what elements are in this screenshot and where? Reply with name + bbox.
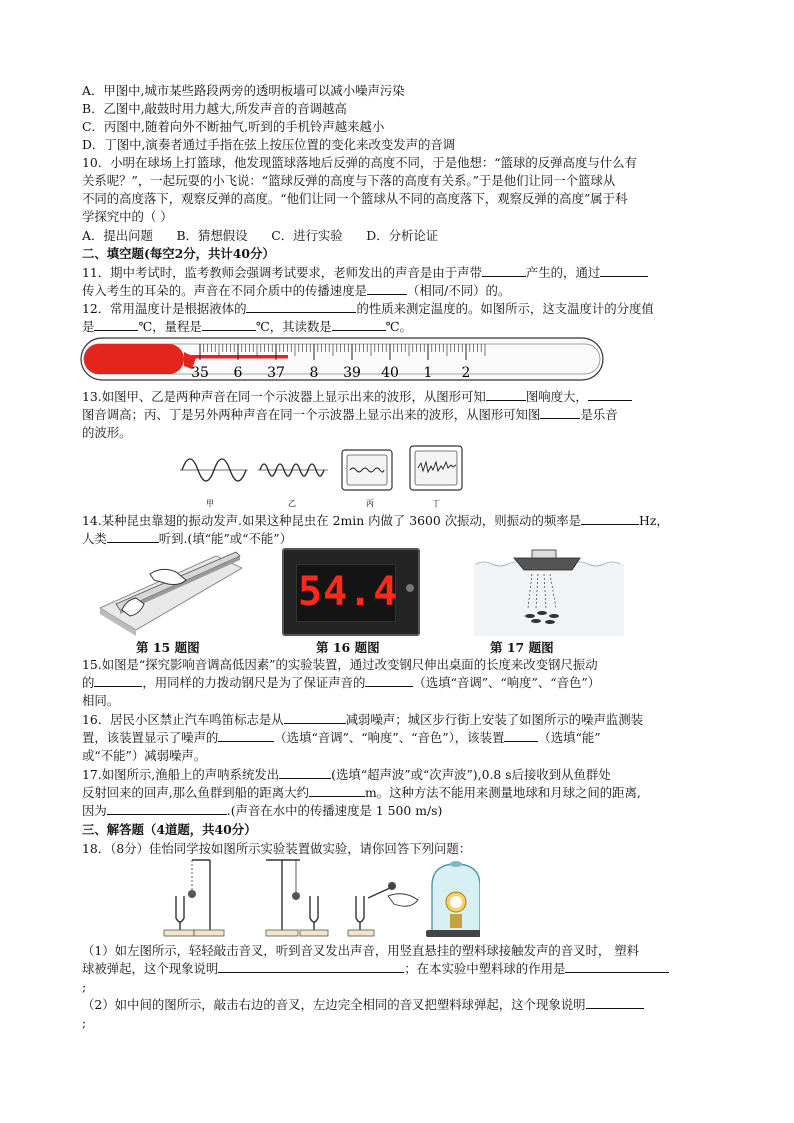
q16-text-c: 置，该装置显示了噪声的 [82, 730, 219, 745]
thermometer-figure [80, 336, 605, 384]
q18-semicolon-2: ; [82, 1015, 87, 1030]
q11-line2 [82, 282, 510, 299]
hand-holding-mallet [388, 894, 418, 907]
q13-text-d: 是乐音 [580, 407, 618, 422]
q14-text-d: 听到.(填“能”或“不能”） [158, 531, 293, 546]
q14-text-a: 14.某种昆虫靠翅的振动发声.如果这种昆虫在 2min 内做了 3600 次振动，则振动的频率是 [82, 513, 582, 528]
thermometer-tick-label: 1 [423, 365, 433, 381]
q12-line1 [82, 300, 654, 317]
q10-line3: 不同的高度落下，观察反弹的高度。“他们让同一个篮球从不同的高度落下，观察反弹的高度”属于科 [82, 191, 628, 206]
q12-blank-3 [202, 318, 256, 331]
q12-blank-1 [246, 300, 356, 313]
q18-p2-line1 [82, 996, 644, 1013]
q11-blank-1 [482, 264, 526, 277]
q14-text-c: 人类 [82, 531, 107, 546]
q18-p1-line1: （1）如左图所示，轻轻敲击音叉，听到音叉发出声音，用竖直悬挂的塑料球接触发声的音叉时， 塑料 [82, 943, 640, 958]
q10-line4: 学探究中的（ ） [82, 209, 173, 224]
q12-line2 [82, 318, 412, 335]
q12-text-a: 12．常用温度计是根据液体的 [82, 301, 247, 316]
q11-text-b: 产生的，通过 [525, 265, 601, 280]
sonar-figure [474, 546, 624, 636]
q18-semicolon-1: ; [82, 979, 87, 994]
caption-fig-16: 第 16 题图 [316, 640, 380, 655]
q11-blank-2 [600, 264, 648, 277]
q13-text-c: 图音调高；丙、丁是另外两种声音在同一个示波器上显示出来的波形，从图形可知图 [82, 407, 541, 422]
q17-line1 [82, 766, 611, 783]
boat-hull [514, 558, 580, 570]
q13-text-b: 图响度大， [525, 389, 588, 404]
q18-intro: 18．（8分）佳怡同学按如图所示实验装置做实验，请你回答下列问题： [82, 841, 472, 856]
ruler-experiment-figure [96, 546, 244, 636]
q16-line1 [82, 711, 643, 728]
q16-blank-2 [218, 729, 274, 742]
q16-line3: 或“不能”）减弱噪声。 [82, 748, 207, 763]
thermometer-tick-label: 35 [191, 365, 209, 381]
q16-text-d: （选填“音调”、“响度”、“音色”），该装置 [274, 730, 505, 745]
q17-text-c: 反射回来的回声,那么鱼群到船的距离大约 [82, 785, 309, 800]
wave-label-bing: 丙 [366, 499, 374, 508]
q14-line1 [82, 512, 669, 529]
q11-blank-3 [367, 282, 407, 295]
q16-text-a: 16．居民小区禁止汽车鸣笛标志是从 [82, 712, 284, 727]
q12-text-e: ℃，其读数是 [255, 319, 332, 334]
q14-blank-1 [581, 512, 639, 525]
section2-title: 二、填空题(每空2分，共计40分） [82, 246, 275, 261]
q12-text-f: ℃。 [385, 319, 412, 334]
thermometer-tick-label: 39 [343, 365, 361, 381]
q18-text-p1b: 球被弹起，这个现象说明 [82, 961, 219, 976]
q18-text-p2a: （2）如中间的图所示，敲击右边的音叉，左边完全相同的音叉把塑料球弹起，这个现象说明 [82, 997, 586, 1012]
q17-text-b: (选填“超声波”或“次声波”),0.8 s后接收到从鱼群处 [331, 767, 611, 782]
q16-text-b: 减弱噪声；城区步行街上安装了如图所示的噪声监测装 [345, 712, 644, 727]
q10-line2: 关系呢？”，一起玩耍的小飞说：“篮球反弹的高度与下落的高度有关系。”于是他们让同一个篮球从 [82, 173, 616, 188]
q12-blank-4 [332, 318, 386, 331]
q9-option-a: A．甲图中,城市某些路段两旁的透明板墙可以减小噪声污染 [82, 83, 405, 98]
tuning-fork-figure [150, 856, 480, 938]
q15-line2 [82, 674, 600, 691]
q15-text-b: 的 [82, 675, 95, 690]
q13-blank-3 [540, 406, 580, 419]
q11-text-d: （相同/不同）的。 [406, 283, 511, 298]
q12-blank-2 [94, 318, 138, 331]
q17-text-f: .(声音在水中的传播速度是 1 500 m/s) [226, 803, 443, 818]
q17-text-d: m。这种方法不能用来测量地球和月球之间的距离, [364, 785, 641, 800]
q15-blank-1 [94, 674, 142, 687]
plastic-ball-left [188, 890, 196, 898]
q18-text-p1c: ；在本实验中塑料球的作用是 [404, 961, 566, 976]
q9-option-d: D．丁图中,演奏者通过手指在弦上按压位置的变化来改变发声的音调 [82, 137, 456, 152]
bell-jar [426, 861, 480, 937]
q13-line3: 的波形。 [82, 425, 132, 440]
q13-line2 [82, 406, 618, 423]
noise-monitor [282, 548, 420, 636]
power-indicator [406, 584, 414, 592]
q16-blank-3 [504, 729, 538, 742]
caption-fig-17: 第 17 题图 [490, 640, 554, 655]
q18-blank-3 [586, 996, 644, 1009]
q16-line2 [82, 729, 601, 746]
q15-line1: 15.如图是“探究影响音调高低因素”的实验装置，通过改变钢尺伸出桌面的长度来改变钢尺振动 [82, 657, 598, 672]
q18-p1-line2 [82, 960, 669, 977]
q10-options: A．提出问题 B．猜想假设 C．进行实验 D．分析论证 [82, 228, 439, 243]
q10-line1: 10．小明在球场上打篮球，他发现篮球落地后反弹的高度不同，于是他想：“篮球的反弹高度与什么有 [82, 155, 637, 170]
thermometer-tick-label: 6 [233, 365, 243, 381]
q15-text-d: （选填“音调”、“响度”、“音色”） [413, 675, 601, 690]
q16-text-e: （选填“能” [538, 730, 601, 745]
q12-text-b: 的性质来测定温度的。如图所示，这支温度计的分度值 [356, 301, 654, 316]
q17-text-a: 17.如图所示,渔船上的声呐系统发出 [82, 767, 280, 782]
wave-label-yi: 乙 [288, 499, 296, 508]
q17-blank-1 [279, 766, 331, 779]
q13-line1 [82, 388, 632, 405]
q11-text-c: 传入考生的耳朵的。声音在不同介质中的传播速度是 [82, 283, 367, 298]
q9-option-c: C．丙图中,随着向外不断抽气,听到的手机铃声越来越小 [82, 119, 385, 134]
q13-blank-1 [486, 388, 526, 401]
q17-text-e: 因为 [82, 803, 107, 818]
wave-label-ding: 丁 [432, 499, 440, 508]
q9-option-b: B．乙图中,敲鼓时用力越大,所发声音的音调越高 [82, 101, 347, 116]
q15-blank-2 [365, 674, 413, 687]
q17-blank-2 [309, 784, 365, 797]
q16-blank-1 [284, 711, 346, 724]
thermometer-bulb [84, 344, 184, 374]
thermometer-tick-label: 2 [461, 365, 471, 381]
q18-blank-1 [218, 960, 404, 973]
plastic-ball-middle [292, 892, 300, 900]
wave-label-jia: 甲 [206, 499, 214, 508]
mallet-head [388, 882, 396, 890]
q17-line2 [82, 784, 641, 801]
thermometer-tick-label: 37 [267, 365, 285, 381]
noise-reading: 54.4 [298, 569, 399, 615]
q11-text-a: 11．期中考试时，监考教师会强调考试要求，老师发出的声音是由于声带 [82, 265, 482, 280]
q13-text-a: 13.如图甲、乙是两种声音在同一个示波器上显示出来的波形，从图形可知 [82, 389, 486, 404]
q15-text-c: ，用同样的力拨动钢尺是为了保证声音的 [142, 675, 366, 690]
caption-fig-15: 第 15 题图 [136, 640, 200, 655]
q14-blank-2 [107, 530, 159, 543]
q13-blank-2 [588, 388, 632, 401]
boat-cabin [532, 550, 556, 558]
waveforms-figure [176, 444, 476, 510]
thermometer-liquid [190, 355, 288, 359]
thermometer-tick-label: 8 [309, 365, 319, 381]
q15-line3: 相同。 [82, 693, 120, 708]
q12-text-c: 是 [82, 319, 95, 334]
section3-title: 三、解答题（4道题，共40分） [82, 822, 257, 837]
thermometer-tick-label: 40 [381, 365, 399, 381]
q12-text-d: ℃，量程是 [138, 319, 202, 334]
q18-blank-2 [565, 960, 669, 973]
q14-line2 [82, 530, 292, 547]
q17-line3 [82, 802, 442, 819]
q11-line1 [82, 264, 648, 281]
q14-text-b: Hz， [639, 513, 669, 528]
q17-blank-3 [107, 802, 227, 815]
